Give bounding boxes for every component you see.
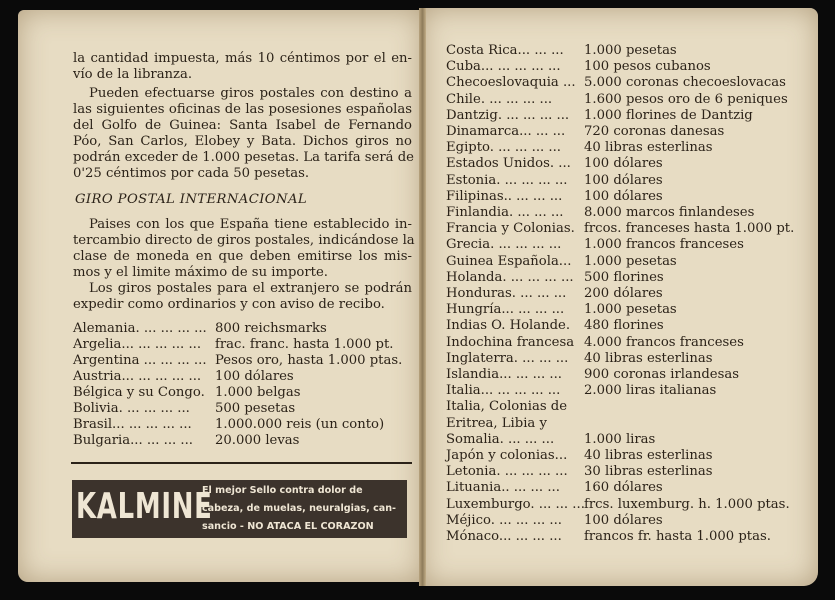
text-line: la cantidad impuesta, más 10 céntimos por el en-: [73, 51, 412, 66]
country-limit: 1.000 belgas: [215, 385, 301, 400]
country-name: Checoeslovaquia ...: [446, 75, 576, 91]
country-name: Bélgica y su Congo.: [73, 385, 205, 400]
country-name: Filipinas.. ... ... ...: [446, 188, 563, 204]
country-name: Grecia. ... ... ... ...: [446, 237, 562, 253]
country-limit: Pesos oro, hasta 1.000 ptas.: [215, 353, 403, 368]
country-limit: 100 dólares: [584, 156, 663, 172]
country-name: Méjico. ... ... ... ...: [446, 512, 562, 528]
country-limit: 2.000 liras italianas: [584, 383, 717, 399]
text-line: Pueden efectuarse giros postales con destino a: [89, 86, 412, 101]
country-limit: 100 dólares: [584, 512, 663, 528]
country-name: Islandia... ... ... ...: [446, 367, 562, 382]
country-limit: 100 dólares: [584, 172, 663, 188]
country-limit: frac. franc. hasta 1.000 pt.: [215, 337, 394, 352]
text-line: 0'25 céntimos por cada 50 pesetas.: [73, 166, 310, 181]
country-limit: 1.000.000 reis (un conto): [215, 417, 385, 432]
country-name: Argelia... ... ... ... ...: [73, 337, 202, 352]
country-name: Guinea Española...: [446, 253, 572, 269]
country-name: Estonia. ... ... ... ...: [446, 172, 568, 188]
country-limit: 500 pesetas: [215, 401, 296, 416]
country-limit: 200 dólares: [584, 286, 663, 301]
country-name: Bolivia. ... ... ... ...: [73, 401, 190, 416]
country-name: Lituania.. ... ... ...: [446, 480, 560, 496]
divider-rule: [71, 462, 412, 464]
country-name: Alemania. ... ... ... ...: [73, 321, 207, 336]
text-line: vío de la libranza.: [73, 67, 193, 82]
country-limit: 160 dólares: [584, 480, 663, 496]
country-limit: francos fr. hasta 1.000 ptas.: [584, 529, 771, 544]
country-name: Luxemburgo. ... ... ...: [446, 496, 585, 512]
country-name: Dantzig. ... ... ... ...: [446, 107, 570, 123]
country-limit: 500 florines: [584, 269, 664, 285]
ad-text-line: sancio - NO ATACA EL CORAZON: [202, 521, 374, 532]
country-name: Inglaterra. ... ... ...: [446, 350, 569, 366]
kalmine-advertisement: [72, 480, 407, 538]
country-limit: 1.000 pesetas: [584, 43, 677, 58]
ad-text-line: cabeza, de muelas, neuralgias, can-: [202, 503, 397, 514]
country-limit: 900 coronas irlandesas: [584, 367, 739, 382]
text-line: del Golfo de Guinea: Santa Isabel de Fernando: [73, 118, 412, 133]
country-name: Brasil... ... ... ... ...: [73, 417, 192, 432]
country-name: Letonia. ... ... ... ...: [446, 464, 568, 480]
country-name: Japón y colonias...: [446, 448, 568, 463]
country-name: Francia y Colonias.: [446, 221, 575, 237]
country-limit: frcos. franceses hasta 1.000 pt.: [584, 221, 795, 237]
country-limit: 40 libras esterlinas: [584, 448, 713, 463]
country-name: Chile. ... ... ... ...: [446, 91, 553, 107]
country-name: Honduras. ... ... ...: [446, 286, 567, 301]
country-limit: 4.000 francos franceses: [584, 334, 744, 350]
country-limit: 1.000 francos franceses: [584, 237, 744, 253]
text-line: clase de moneda en que deben emitirse los mis-: [73, 249, 412, 264]
country-limit: 1.000 liras: [584, 431, 656, 447]
country-name: Finlandia. ... ... ...: [446, 205, 564, 220]
country-name: Dinamarca... ... ...: [446, 124, 566, 139]
ad-brand-logo: KALMINE: [76, 486, 213, 527]
country-name: Italia, Colonias de: [446, 399, 568, 415]
book-spine: [419, 8, 426, 586]
text-line: Póo, San Carlos, Elobey y Bata. Dichos giros no: [73, 134, 412, 149]
country-name: Egipto. ... ... ... ...: [446, 140, 561, 156]
country-name: Argentina ... ... ... ...: [73, 353, 207, 368]
country-limit: frcs. luxemburg. h. 1.000 ptas.: [584, 496, 790, 512]
country-limit: 20.000 levas: [215, 433, 300, 448]
country-name: Estados Unidos. ...: [446, 156, 571, 172]
country-name: Austria... ... ... ... ...: [73, 369, 202, 384]
country-name: Somalia. ... ... ...: [446, 431, 555, 447]
country-limit: 800 reichsmarks: [215, 321, 327, 336]
country-name: Cuba... ... ... ... ...: [446, 59, 561, 75]
country-limit: 100 dólares: [215, 369, 294, 384]
ad-text-line: El mejor Sello contra dolor de: [202, 485, 363, 496]
country-limit: 100 dólares: [584, 188, 663, 204]
country-limit: 100 pesos cubanos: [584, 59, 711, 75]
country-name: Italia... ... ... ... ...: [446, 383, 561, 399]
country-limit: 5.000 coronas checoeslovacas: [584, 75, 786, 91]
country-limit: 1.600 pesos oro de 6 peniques: [584, 91, 788, 107]
country-name: Eritrea, Libia y: [446, 415, 547, 431]
text-line: podrán exceder de 1.000 pesetas. La tarifa será de: [73, 150, 414, 165]
country-name: Hungría... ... ... ...: [446, 302, 565, 318]
text-line: expedir como ordinarios y con aviso de recibo.: [73, 297, 385, 312]
text-line: Paises con los que España tiene establecido in-: [89, 217, 412, 232]
text-line: las siguientes oficinas de las posesiones españolas: [73, 102, 412, 117]
text-line: tercambio directo de giros postales, indicándose la: [73, 233, 415, 248]
country-limit: 40 libras esterlinas: [584, 140, 713, 156]
text-line: mos y el limite máximo de su importe.: [73, 265, 328, 280]
country-limit: 480 florines: [584, 318, 664, 334]
country-name: Indochina francesa: [446, 334, 575, 350]
country-limit: 1.000 pesetas: [584, 253, 677, 269]
country-name: Mónaco... ... ... ...: [446, 529, 562, 544]
country-limit: 40 libras esterlinas: [584, 350, 713, 366]
country-limit: 720 coronas danesas: [584, 124, 725, 139]
text-line: Los giros postales para el extranjero se podrán: [89, 281, 412, 296]
country-limit: 8.000 marcos finlandeses: [584, 205, 755, 220]
country-name: Costa Rica... ... ...: [446, 43, 564, 58]
country-limit: 1.000 florines de Dantzig: [584, 107, 753, 123]
section-heading: GIRO POSTAL INTERNACIONAL: [75, 192, 308, 207]
country-name: Holanda. ... ... ... ...: [446, 269, 574, 285]
country-name: Bulgaria... ... ... ...: [73, 433, 193, 448]
country-limit: 30 libras esterlinas: [584, 464, 713, 480]
country-limit: 1.000 pesetas: [584, 302, 677, 318]
country-name: Indias O. Holande.: [446, 318, 571, 334]
